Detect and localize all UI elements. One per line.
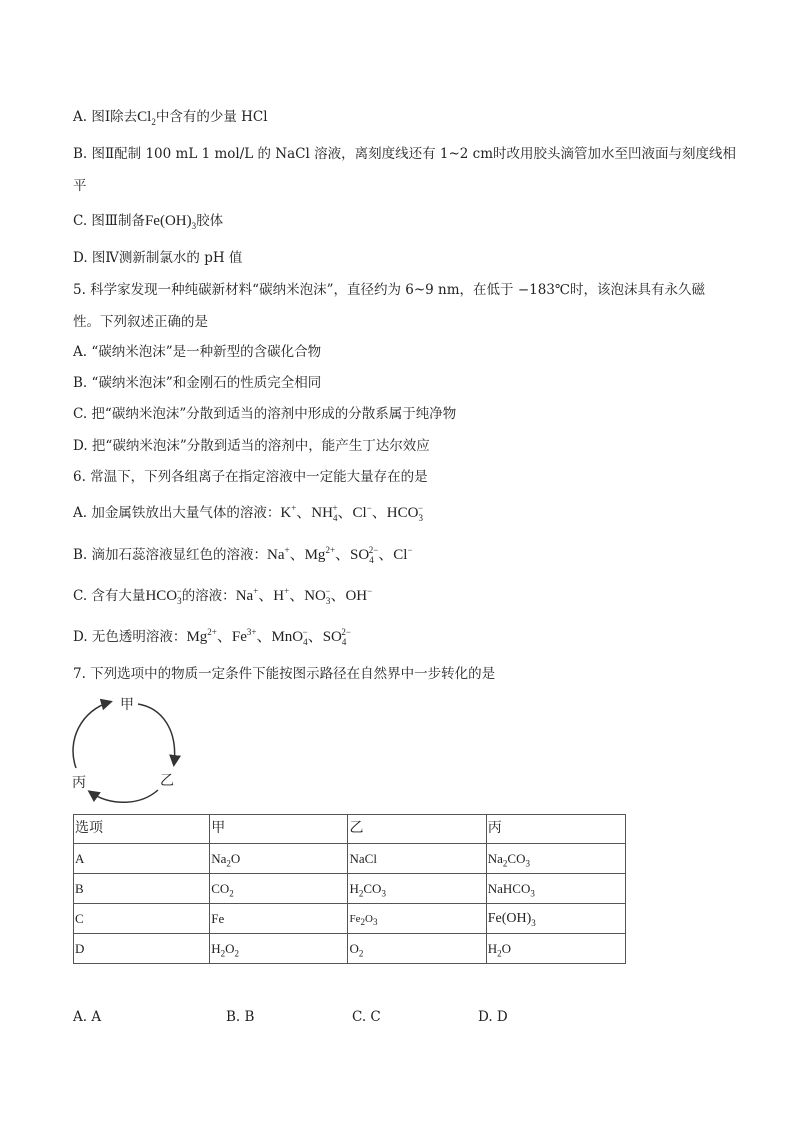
- q5-option-a: A. “碳纳米泡沫”是一种新型的含碳化合物: [73, 344, 322, 360]
- table-cell: NaHCO$_3$: [486, 874, 625, 904]
- q4-option-a-pre: A. 图Ⅰ除去: [73, 109, 138, 125]
- q4-option-b-line1: B. 图Ⅱ配制 100 mL 1 mol/L 的 NaCl 溶液，离刻度线还有 1~2 cm时改用胶头滴管加水至凹液面与刻度线相: [73, 146, 737, 162]
- q4-option-a-text: 中含有的少量 HCl: [155, 109, 268, 125]
- table-cell: $CO_2$: [210, 874, 348, 904]
- table-row-label: B: [74, 874, 210, 904]
- table-header-cell: 乙: [348, 815, 486, 844]
- q6-option-a-text: A. 加金属铁放出大量气体的溶液：: [73, 505, 281, 521]
- q4-option-c-pre: C. 图Ⅲ制备: [73, 213, 145, 229]
- table-row-label: D: [74, 934, 210, 964]
- q6-option-c: C. 含有大量$HCO_3^-$的溶液：Na+、H+、$NO_3^-$、OH−: [73, 586, 373, 606]
- table-row: [74, 844, 626, 874]
- answer-d: D. D: [478, 1009, 508, 1025]
- q5-option-c: C. 把“碳纳米泡沫”分散到适当的溶剂中形成的分散系属于纯净物: [73, 406, 457, 422]
- q5-option-b: B. “碳纳米泡沫”和金刚石的性质完全相同: [73, 375, 322, 391]
- table-cell: $O_2$: [348, 934, 486, 964]
- table-cell: $H_2O$: [486, 934, 625, 964]
- table-cell: Fe: [210, 904, 348, 934]
- table-cell: $Fe(OH)_3$: [486, 904, 625, 934]
- cycle-diagram: [60, 690, 190, 810]
- table-cell: $H_2CO_3$: [348, 874, 486, 904]
- q4-option-c: [73, 212, 223, 230]
- table-header-row: [74, 815, 626, 844]
- chem-cl: Cl: [137, 109, 152, 125]
- q6-option-b: B. 滴加石蕊溶液显红色的溶液：Na+、$Mg^{2+}$、$SO_4^{2-}$、Cl−: [73, 545, 413, 565]
- table-row: [74, 874, 626, 904]
- q6-stem: 6. 常温下，下列各组离子在指定溶液中一定能大量存在的是: [73, 469, 428, 485]
- q6-option-c-pre: C. 含有大量: [73, 588, 146, 604]
- q4-option-a: [73, 108, 268, 126]
- table-row-label: C: [74, 904, 210, 934]
- table-header-cell: 选项: [74, 815, 210, 844]
- table-cell: NaCl: [348, 844, 486, 874]
- q4-option-d: D. 图Ⅳ测新制氯水的 pH 值: [73, 250, 243, 266]
- answer-c: C. C: [352, 1009, 381, 1025]
- q5-stem-line1: 5. 科学家发现一种纯碳新材料“碳纳米泡沫”，直径约为 6~9 nm，在低于 −183℃时，该泡沫具有永久磁: [73, 282, 706, 298]
- table-cell: $Na_2O$: [210, 844, 348, 874]
- table-cell: $H_2O_2$: [210, 934, 348, 964]
- table-cell: $Fe_2O_3$: [348, 904, 486, 934]
- node-jia: 甲: [120, 697, 134, 713]
- q7-stem: 7. 下列选项中的物质一定条件下能按图示路径在自然界中一步转化的是: [73, 666, 496, 682]
- chem-feoh: Fe(OH): [144, 213, 192, 229]
- options-table: [73, 814, 626, 964]
- table-header-cell: 丙: [486, 815, 625, 844]
- q4-option-c-post: 胶体: [196, 213, 224, 229]
- q6-option-b-text: B. 滴加石蕊溶液显红色的溶液：: [73, 547, 268, 563]
- q6-option-d-text: D. 无色透明溶液：: [73, 629, 187, 645]
- q5-option-d: D. 把“碳纳米泡沫”分散到适当的溶剂中，能产生丁达尔效应: [73, 438, 430, 454]
- chem-sub: 3: [191, 221, 197, 231]
- table-cell: $Na_2CO_3$: [486, 844, 625, 874]
- answer-b: B. B: [226, 1009, 255, 1025]
- q5-stem-line2: 性。下列叙述正确的是: [73, 314, 208, 330]
- answer-a: A. A: [73, 1009, 102, 1025]
- q6-option-d: D. 无色透明溶液：$Mg^{2+}$、$Fe^{3+}$、MnO$_4$−、$SO_4^{2-}$: [73, 627, 351, 647]
- q4-option-b-line2: 平: [73, 178, 87, 194]
- chem-sub: 2: [151, 117, 156, 127]
- table-header-cell: 甲: [210, 815, 348, 844]
- q6-option-c-post: 的溶液：: [181, 588, 236, 604]
- q6-option-a: A. 加金属铁放出大量气体的溶液：K+、$NH_4^+$、Cl−、$HCO_3^-$: [73, 503, 424, 523]
- node-bing: 丙: [72, 775, 86, 791]
- node-yi: 乙: [160, 773, 174, 789]
- table-row-label: A: [74, 844, 210, 874]
- table-row: [74, 904, 626, 934]
- table-row: [74, 934, 626, 964]
